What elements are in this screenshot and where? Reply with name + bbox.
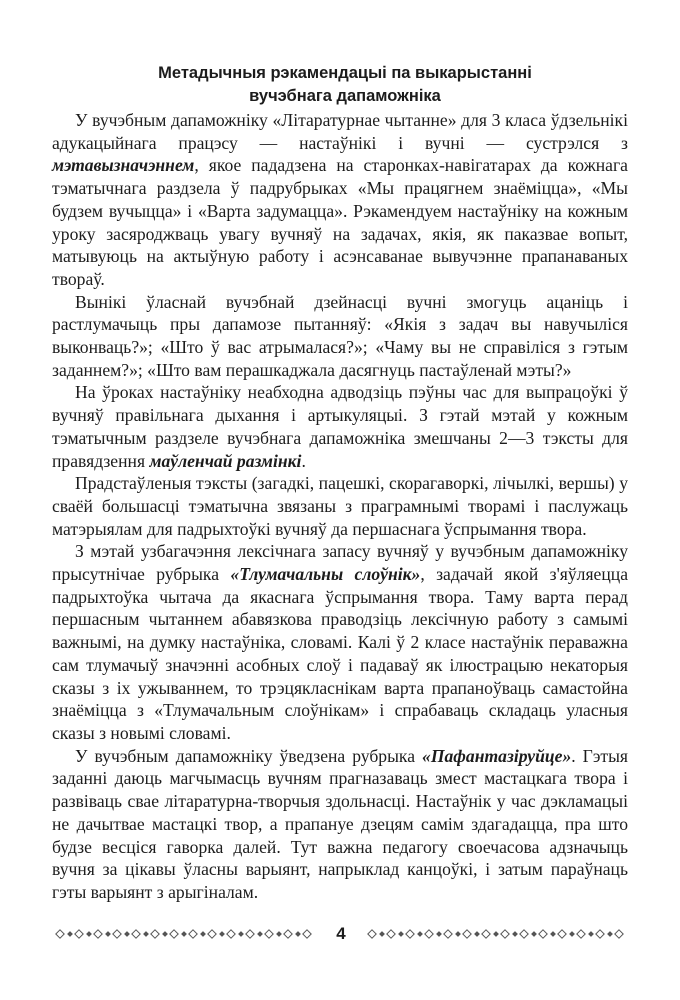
- emphasis-term: «Тлумачальны слоўнік»: [230, 564, 421, 585]
- emphasis-term: «Пафантазіруйце»: [422, 745, 572, 766]
- paragraph-fantasize: У вучэбным дапаможніку ўведзена рубрыка «Пафантазіруйце». Гэтыя заданні даюць магчымасць вучням прагназаваць змест мастацкага твора і развіваць свае літаратурна-творчыя здольнасці. Настаўнік у час дэкламацыі не дачытвае мастацкі твор, а прапануе дзецям самім здагадацца, пра што будзе весціся гаворка далей. Тут важна педагогу своечасова адзначыць вучня за цікавы ўласны варыянт, напрыклад канцоўкі, і затым параўнаць гэты варыянт з арыгіналам.: [52, 745, 628, 902]
- paragraph-intro: У вучэбным дапаможніку «Літаратурнае чытанне» для 3 класа ўдзельнікі адукацыйнага працэсу — настаўнікі і вучні — сустрэлся з мэтавызначэннем, якое пададзена на старонках-навігатарах да кожнага тэматычнага раздзела ў падрубрыках «Мы працягнем знаёміцца», «Мы будзем вучыцца» і «Варта задумацца». Рэкамендуем настаўніку на кожным уроку засяроджваць увагу вучняў на задачах, якія, як паказвае вопыт, матывуюць на актыўную работу і асэнсаванае вывучэнне прапанаваных твораў.: [52, 110, 628, 289]
- page-footer: [54, 922, 628, 946]
- paragraph-dictionary: З мэтай узбагачэння лексічнага запасу вучняў у вучэбным дапаможніку прысутнічае рубрыка «Тлумачальны слоўнік», задачай якой з'яўляецца падрыхтоўка чытача да якаснага ўспрымання твора. Таму варта перад першасным чытаннем абавязкова праводзіць лексічную работу з самымі важнымі, на думку настаўніка, словамі. Калі ў 2 класе настаўнік пераважна сам тлумачыў значэнні асобных слоў і падаваў як ілюстрацыю некаторыя сказы з іх ужываннем, то трэцякласнікам варта прапаноўваць самастойна знаёміцца з «Тлумачальным слоўнікам» і спрабаваць складаць уласныя сказы з новымі словамі.: [52, 541, 629, 743]
- section-heading: [60, 62, 630, 108]
- heading-line-1: Метадычныя рэкамендацыі па выкарыстанні: [158, 64, 532, 82]
- paragraph-breathing: На ўроках настаўніку неабходна адводзіць пэўны час для выпрацоўкі ў вучняў правільнага дыхання і артыкуляцыі. З гэтай мэтай у кожным тэматычным раздзеле вучэбнага дапаможніка змешчаны 2—3 тэксты для правядзення маўленчай размінкі.: [52, 382, 628, 471]
- heading-line-2: вучэбнага дапаможніка: [249, 87, 441, 105]
- paragraph-self-assessment: Вынікі ўласнай вучэбнай дзейнасці вучні змогуць ацаніць і растлумачыць пры дапамозе пытанняў: «Якія з задач вы навучыліся выконваць?»; «Што ў вас атрымалася?»; «Чаму вы не справіліся з гэтым заданнем?»; «Што вам перашкаджала дасягнуць пастаўленай мэты?»: [52, 291, 628, 380]
- diamond-ornament-icon: [54, 927, 316, 941]
- emphasis-term: маўленчай размінкі: [149, 450, 302, 471]
- paragraph-texts: Прадстаўленыя тэксты (загадкі, пацешкі, скорагаворкі, лічылкі, вершы) у сваёй большасці тэматычна звязаны з праграмнымі творамі і паслужаць матэрыялам для падрыхтоўкі вучняў да першаснага ўспрымання твора.: [52, 473, 628, 539]
- body-text: [52, 109, 628, 904]
- diamond-ornament-icon: [366, 927, 628, 941]
- emphasis-term: мэтавызначэннем: [52, 155, 195, 176]
- page-number: 4: [336, 924, 346, 943]
